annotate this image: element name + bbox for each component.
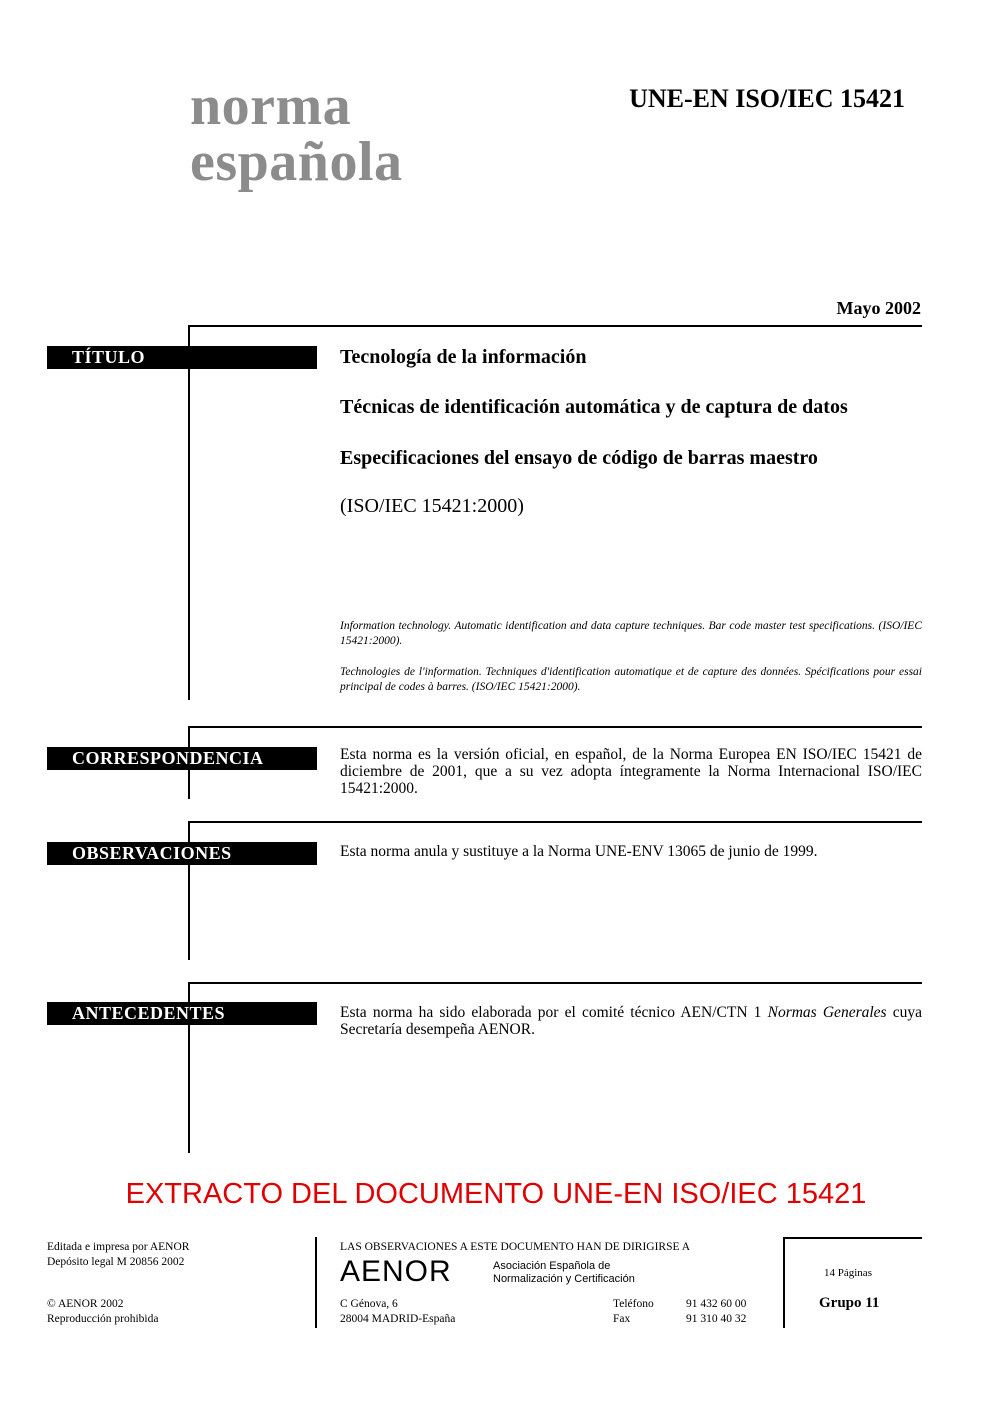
label-titulo: TÍTULO	[47, 346, 317, 369]
association-line-1: Asociación Española de	[493, 1260, 611, 1272]
brand-line-2: española	[190, 131, 403, 193]
french-title: Technologies de l'information. Techniques d'identification automatique et de capture des données. Spécifications pour essai principal de codes à barres. (ISO/IEC 15421:2000).	[340, 666, 922, 693]
antecedentes-text	[340, 1004, 922, 1038]
brand-title	[190, 75, 403, 193]
standard-code: UNE-EN ISO/IEC 15421	[629, 84, 905, 113]
section-rule-titulo	[188, 325, 190, 700]
brand-line-1: norma	[190, 75, 352, 137]
title-line-1: Tecnología de la información	[340, 346, 587, 368]
section-divider-observaciones	[188, 821, 922, 823]
footer-publisher	[47, 1240, 189, 1270]
title-line-2: Técnicas de identificación automática y de captura de datos	[340, 396, 848, 418]
committee-name: Normas Generales	[767, 1004, 887, 1021]
antecedentes-text-start: Esta norma ha sido elaborada por el comité técnico AEN/CTN 1	[340, 1004, 768, 1021]
footer-copyright	[47, 1297, 158, 1327]
contact-labels	[613, 1297, 654, 1327]
aenor-logo: AENOR	[340, 1255, 452, 1288]
section-divider-correspondencia	[188, 726, 922, 728]
label-correspondencia: CORRESPONDENCIA	[47, 747, 317, 770]
address-line-2: 28004 MADRID-España	[340, 1313, 456, 1325]
price-group: Grupo 11	[819, 1295, 880, 1311]
fax-number: 91 310 40 32	[686, 1313, 747, 1325]
footer-box-top	[783, 1237, 922, 1239]
footer-rule-left	[315, 1237, 317, 1328]
footer-box-rule	[783, 1237, 785, 1328]
phone-label: Teléfono	[613, 1298, 654, 1310]
observaciones-text: Esta norma anula y sustituye a la Norma UNE-ENV 13065 de junio de 1999.	[340, 843, 818, 860]
section-divider-titulo	[188, 325, 922, 327]
contact-numbers	[686, 1297, 746, 1327]
antecedentes-text-end: cuya Secretaría desempeña AENOR.	[340, 1004, 922, 1038]
title-line-3: Especificaciones del ensayo de código de barras maestro	[340, 447, 818, 469]
extract-banner: EXTRACTO DEL DOCUMENTO UNE-EN ISO/IEC 15421	[125, 1178, 867, 1210]
phone-number: 91 432 60 00	[686, 1298, 747, 1310]
address	[340, 1297, 455, 1327]
copyright: © AENOR 2002	[47, 1298, 124, 1310]
edited-by: Editada e impresa por AENOR	[47, 1241, 190, 1253]
page-count: 14 Páginas	[824, 1267, 872, 1279]
observations-notice: LAS OBSERVACIONES A ESTE DOCUMENTO HAN DE DIRIGIRSE A	[340, 1241, 691, 1253]
label-observaciones: OBSERVACIONES	[47, 842, 317, 865]
correspondencia-text: Esta norma es la versión oficial, en español, de la Norma Europea EN ISO/IEC 15421 de diciembre de 2001, que a su vez adopta íntegramente la Norma Internacional ISO/IEC 15421:2000.	[340, 746, 922, 797]
english-title: Information technology. Automatic identification and data capture techniques. Bar code master test specifications. (ISO/IEC 15421:2000).	[340, 620, 922, 647]
association-line-2: Normalización y Certificación	[493, 1273, 635, 1285]
publication-date: Mayo 2002	[836, 298, 921, 318]
reproduction-notice: Reproducción prohibida	[47, 1313, 159, 1325]
fax-label: Fax	[613, 1313, 631, 1325]
address-line-1: C Génova, 6	[340, 1298, 398, 1310]
label-antecedentes: ANTECEDENTES	[47, 1002, 317, 1025]
iso-reference: (ISO/IEC 15421:2000)	[340, 495, 524, 517]
section-divider-antecedentes	[188, 982, 922, 984]
association-name	[493, 1260, 635, 1286]
legal-deposit: Depósito legal M 20856 2002	[47, 1256, 185, 1268]
